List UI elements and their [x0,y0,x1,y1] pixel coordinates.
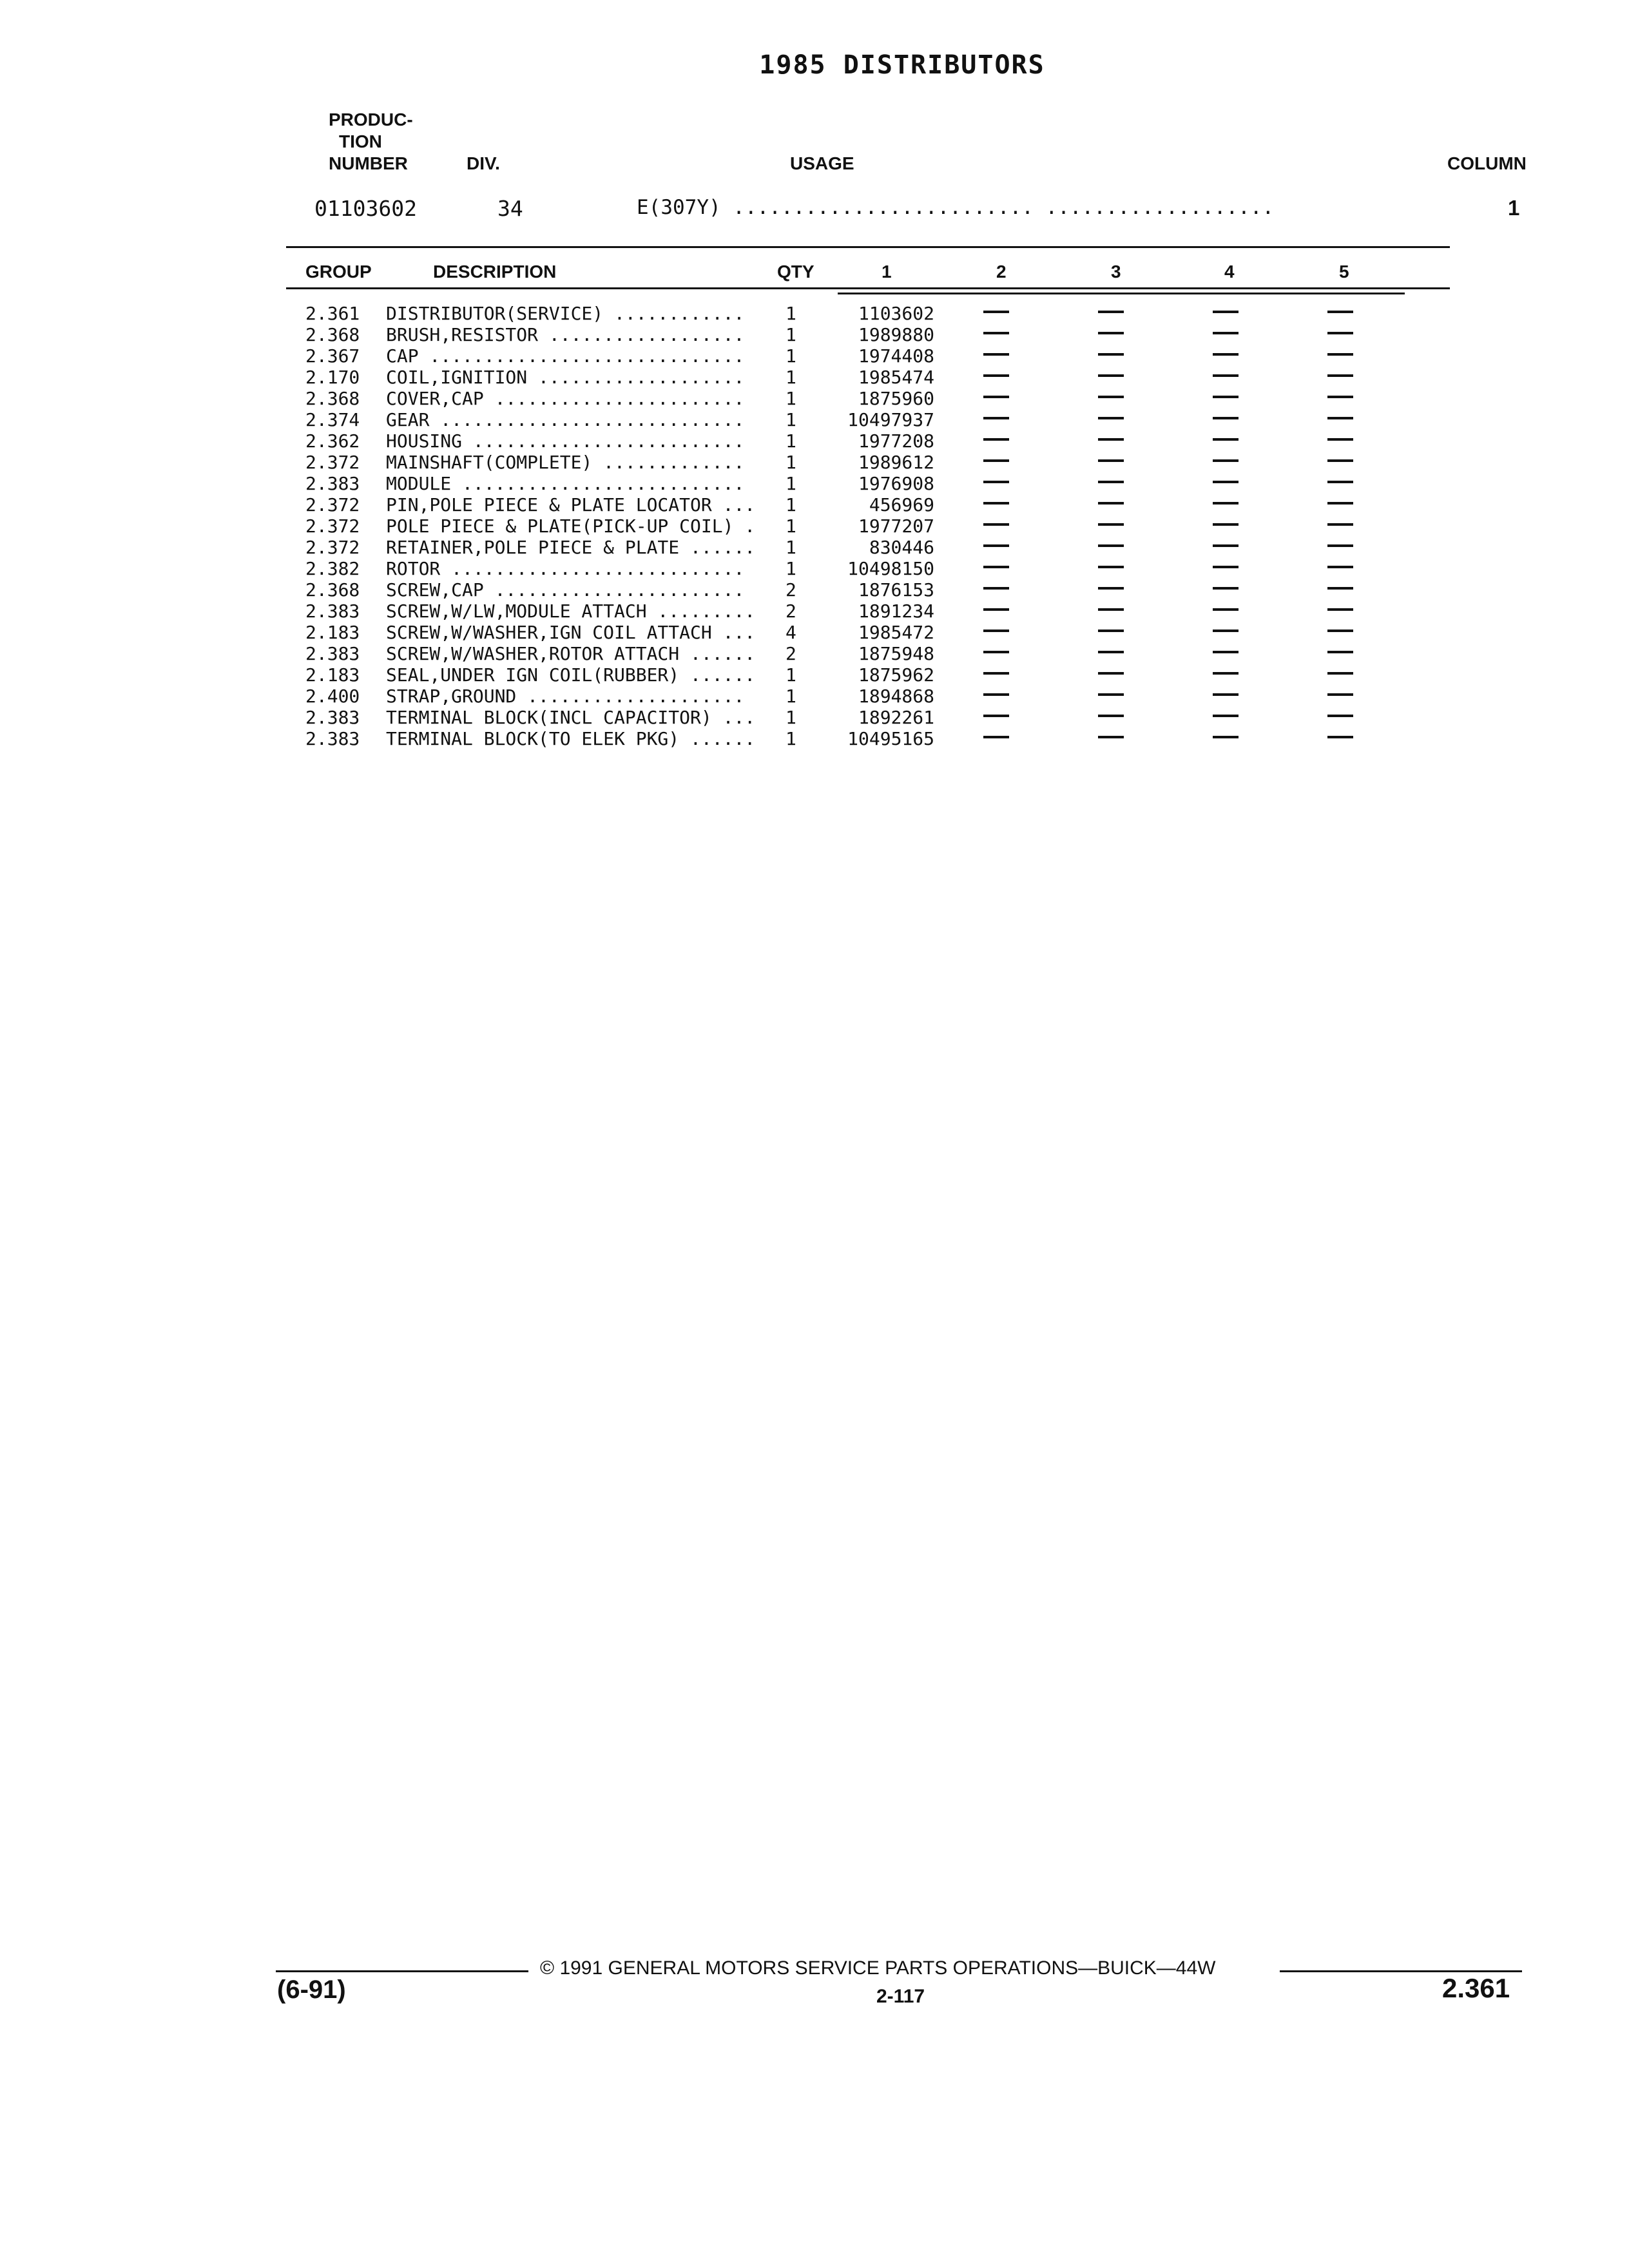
table-row [0,622,1629,643]
empty-entry-dash [1098,311,1124,313]
qty-header: QTY [777,262,815,282]
qty-cell: 1 [786,452,796,473]
table-row [0,388,1629,409]
table-row [0,345,1629,367]
qty-cell: 1 [786,324,796,345]
empty-entry-dash [983,459,1009,462]
empty-entry-dash [983,566,1009,568]
table-row [0,430,1629,452]
copyright-text: © 1991 GENERAL MOTORS SERVICE PARTS OPERATIONS—BUICK—44W [540,1957,1216,1979]
qty-cell: 1 [786,664,796,686]
empty-entry-dash [1327,374,1353,377]
empty-entry-dash [1213,672,1239,675]
part-number-cell: 1103602 [858,303,934,324]
part-number-cell: 1876153 [858,579,934,601]
part-number-cell: 1989880 [858,324,934,345]
qty-cell: 4 [786,622,796,643]
empty-entry-dash [983,332,1009,334]
qty-cell: 1 [786,388,796,409]
qty-cell: 1 [786,537,796,558]
empty-entry-dash [1327,693,1353,696]
qty-cell: 1 [786,303,796,324]
description-cell: MAINSHAFT(COMPLETE) ............. [386,452,745,473]
empty-entry-dash [983,608,1009,611]
group-cell: 2.383 [305,601,360,622]
column-2-header: 2 [996,262,1007,282]
div-value: 34 [497,196,523,221]
description-cell: GEAR ............................ [386,409,745,430]
empty-entry-dash [1327,396,1353,398]
empty-entry-dash [1213,651,1239,653]
empty-entry-dash [1098,566,1124,568]
empty-entry-dash [1098,715,1124,717]
description-cell: COIL,IGNITION ................... [386,367,745,388]
description-cell: ROTOR ........................... [386,558,745,579]
table-row [0,728,1629,749]
empty-entry-dash [1213,608,1239,611]
qty-cell: 2 [786,643,796,664]
empty-entry-dash [1213,693,1239,696]
qty-cell: 1 [786,494,796,515]
empty-entry-dash [1213,438,1239,441]
column-value: 1 [1508,196,1520,220]
usage-value: E(307Y) ......................... ................... [637,196,1275,219]
empty-entry-dash [983,672,1009,675]
table-row [0,324,1629,345]
empty-entry-dash [1098,587,1124,590]
empty-entry-dash [1098,353,1124,356]
table-row [0,367,1629,388]
table-row [0,537,1629,558]
description-cell: STRAP,GROUND .................... [386,686,745,707]
empty-entry-dash [983,396,1009,398]
empty-entry-dash [1098,502,1124,505]
empty-entry-dash [1213,481,1239,483]
empty-entry-dash [1213,629,1239,632]
table-row [0,643,1629,664]
empty-entry-dash [1327,502,1353,505]
empty-entry-dash [983,353,1009,356]
table-row [0,494,1629,515]
description-cell: TERMINAL BLOCK(TO ELEK PKG) ...... [386,728,756,749]
part-number-cell: 1892261 [858,707,934,728]
group-cell: 2.362 [305,430,360,452]
description-cell: SCREW,W/WASHER,IGN COIL ATTACH ... [386,622,756,643]
empty-entry-dash [1327,353,1353,356]
group-cell: 2.368 [305,579,360,601]
empty-entry-dash [1213,374,1239,377]
group-cell: 2.183 [305,622,360,643]
empty-entry-dash [1327,736,1353,738]
empty-entry-dash [1327,459,1353,462]
table-row [0,303,1629,324]
empty-entry-dash [1213,736,1239,738]
column-1-header: 1 [882,262,892,282]
qty-cell: 1 [786,728,796,749]
qty-cell: 1 [786,367,796,388]
part-number-cell: 456969 [869,494,934,515]
qty-cell: 1 [786,558,796,579]
group-header: GROUP [305,262,372,282]
div-label: DIV. [467,153,500,173]
group-cell: 2.383 [305,643,360,664]
group-cell: 2.361 [305,303,360,324]
empty-entry-dash [1098,651,1124,653]
part-number-cell: 1875962 [858,664,934,686]
part-number-cell: 1875960 [858,388,934,409]
qty-cell: 2 [786,579,796,601]
group-cell: 2.372 [305,494,360,515]
empty-entry-dash [983,629,1009,632]
group-cell: 2.383 [305,707,360,728]
table-row [0,579,1629,601]
description-cell: PIN,POLE PIECE & PLATE LOCATOR ... [386,494,756,515]
empty-entry-dash [1327,438,1353,441]
qty-cell: 1 [786,515,796,537]
empty-entry-dash [1098,374,1124,377]
qty-cell: 2 [786,601,796,622]
description-cell: CAP ............................. [386,345,745,367]
table-row [0,707,1629,728]
group-cell: 2.372 [305,537,360,558]
empty-entry-dash [1327,523,1353,526]
empty-entry-dash [983,374,1009,377]
qty-cell: 1 [786,707,796,728]
table-row [0,601,1629,622]
group-cell: 2.374 [305,409,360,430]
empty-entry-dash [1098,523,1124,526]
footer-date: (6-91) [277,1975,346,2004]
empty-entry-dash [1213,715,1239,717]
description-cell: COVER,CAP ....................... [386,388,745,409]
part-number-cell: 10498150 [847,558,934,579]
page-title: 1985 DISTRIBUTORS [759,50,1045,80]
usage-label: USAGE [790,153,854,173]
empty-entry-dash [983,693,1009,696]
empty-entry-dash [1098,332,1124,334]
empty-entry-dash [983,587,1009,590]
empty-entry-dash [1213,523,1239,526]
group-cell: 2.170 [305,367,360,388]
production-number-label-line3: NUMBER [329,153,408,173]
empty-entry-dash [1327,651,1353,653]
empty-entry-dash [1213,353,1239,356]
empty-entry-dash [1098,459,1124,462]
qty-cell: 1 [786,430,796,452]
empty-entry-dash [1327,544,1353,547]
column-4-header: 4 [1224,262,1235,282]
empty-entry-dash [1327,481,1353,483]
page-number: 2-117 [876,1986,925,2007]
table-row [0,409,1629,430]
table-header-rule [286,287,1450,289]
part-number-cell: 1974408 [858,345,934,367]
part-number-cell: 1985472 [858,622,934,643]
group-cell: 2.183 [305,664,360,686]
empty-entry-dash [1213,544,1239,547]
description-cell: SCREW,CAP ....................... [386,579,745,601]
empty-entry-dash [1327,311,1353,313]
footer-left-rule [276,1970,528,1972]
qty-cell: 1 [786,473,796,494]
part-number-cell: 10495165 [847,728,934,749]
part-number-cell: 1989612 [858,452,934,473]
description-cell: MODULE .......................... [386,473,745,494]
part-number-cell: 1985474 [858,367,934,388]
empty-entry-dash [1327,417,1353,419]
empty-entry-dash [1213,311,1239,313]
empty-entry-dash [983,715,1009,717]
empty-entry-dash [1213,396,1239,398]
description-cell: POLE PIECE & PLATE(PICK-UP COIL) . [386,515,756,537]
empty-entry-dash [983,736,1009,738]
group-cell: 2.383 [305,728,360,749]
empty-entry-dash [1327,332,1353,334]
table-row [0,515,1629,537]
column-label: COLUMN [1447,153,1527,173]
empty-entry-dash [1213,502,1239,505]
column-5-header: 5 [1339,262,1349,282]
group-cell: 2.368 [305,388,360,409]
part-number-cell: 1977208 [858,430,934,452]
empty-entry-dash [1098,672,1124,675]
empty-entry-dash [1213,332,1239,334]
production-number-label-line2: TION [339,131,382,151]
empty-entry-dash [983,523,1009,526]
part-number-cell: 830446 [869,537,934,558]
empty-entry-dash [1327,629,1353,632]
empty-entry-dash [1098,736,1124,738]
empty-entry-dash [1098,417,1124,419]
empty-entry-dash [1098,438,1124,441]
empty-entry-dash [983,502,1009,505]
column-3-header: 3 [1111,262,1121,282]
empty-entry-dash [1327,715,1353,717]
part-number-cell: 1891234 [858,601,934,622]
empty-entry-dash [1213,459,1239,462]
empty-entry-dash [1098,693,1124,696]
table-row [0,473,1629,494]
description-cell: TERMINAL BLOCK(INCL CAPACITOR) ... [386,707,756,728]
qty-cell: 1 [786,686,796,707]
part-number-cell: 1875948 [858,643,934,664]
part-number-cell: 10497937 [847,409,934,430]
empty-entry-dash [1327,608,1353,611]
description-cell: SCREW,W/LW,MODULE ATTACH ......... [386,601,756,622]
production-number-value: 01103602 [314,196,417,221]
part-number-cell: 1977207 [858,515,934,537]
part-number-cell: 1894868 [858,686,934,707]
empty-entry-dash [1098,629,1124,632]
empty-entry-dash [1213,566,1239,568]
empty-entry-dash [1098,544,1124,547]
empty-entry-dash [983,651,1009,653]
group-cell: 2.372 [305,515,360,537]
description-cell: SCREW,W/WASHER,ROTOR ATTACH ...... [386,643,756,664]
empty-entry-dash [1213,587,1239,590]
group-cell: 2.367 [305,345,360,367]
table-header-rule-columns [838,293,1405,294]
qty-cell: 1 [786,345,796,367]
description-cell: BRUSH,RESISTOR .................. [386,324,745,345]
empty-entry-dash [983,481,1009,483]
empty-entry-dash [983,417,1009,419]
empty-entry-dash [1098,396,1124,398]
table-row [0,686,1629,707]
table-row [0,664,1629,686]
empty-entry-dash [1098,481,1124,483]
group-cell: 2.400 [305,686,360,707]
description-header: DESCRIPTION [433,262,557,282]
description-cell: DISTRIBUTOR(SERVICE) ............ [386,303,745,324]
group-cell: 2.372 [305,452,360,473]
group-cell: 2.382 [305,558,360,579]
empty-entry-dash [1327,672,1353,675]
production-number-label-line1: PRODUC- [329,110,413,130]
empty-entry-dash [1213,417,1239,419]
empty-entry-dash [1327,587,1353,590]
empty-entry-dash [1098,608,1124,611]
footer-right-rule [1280,1970,1522,1972]
group-cell: 2.383 [305,473,360,494]
table-row [0,452,1629,473]
section-number: 2.361 [1442,1973,1510,2003]
table-row [0,558,1629,579]
empty-entry-dash [983,438,1009,441]
empty-entry-dash [983,544,1009,547]
part-number-cell: 1976908 [858,473,934,494]
empty-entry-dash [983,311,1009,313]
qty-cell: 1 [786,409,796,430]
table-top-rule [286,246,1450,248]
group-cell: 2.368 [305,324,360,345]
description-cell: SEAL,UNDER IGN COIL(RUBBER) ...... [386,664,756,686]
description-cell: RETAINER,POLE PIECE & PLATE ...... [386,537,756,558]
empty-entry-dash [1327,566,1353,568]
description-cell: HOUSING ......................... [386,430,745,452]
